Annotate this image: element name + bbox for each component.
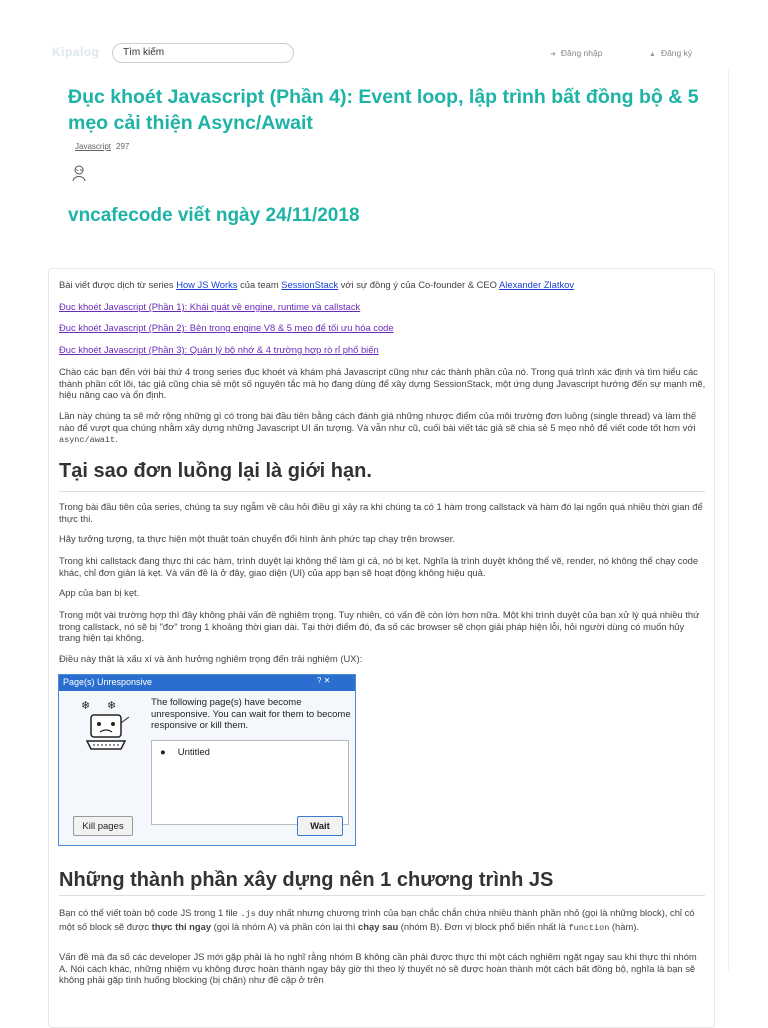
- section-heading-1: Tại sao đơn luồng lại là giới hạn.: [59, 460, 372, 482]
- unresponsive-dialog-image: [58, 674, 356, 846]
- dialog-window-controls: ? ✕: [317, 676, 331, 685]
- paragraph: [59, 907, 707, 934]
- inline-code: .js: [240, 909, 256, 919]
- bold-text: chạy sau: [358, 920, 399, 932]
- article-body: [48, 268, 715, 1028]
- paragraph: Hãy tưởng tượng, ta thực hiện một thuật toán chuyển đổi hình ảnh phức tạp chạy trên browser.: [59, 533, 455, 544]
- post-tag: [75, 142, 129, 151]
- paragraph: Trong bài đầu tiên của series, chúng ta suy ngẫm về câu hỏi điều gì xảy ra khi chúng ta có 1 hàm trong callstack và hàm đó lại ngốn quá nhiều thời gian để thực thi.: [59, 501, 703, 524]
- register-label: Đăng ký: [660, 48, 693, 58]
- tag-count: 297: [116, 142, 130, 151]
- heading-rule: [59, 895, 705, 896]
- user-icon: ▲: [649, 51, 656, 58]
- paragraph-text: (hàm).: [609, 920, 640, 932]
- link-alexander-zlatkov[interactable]: Alexander Zlatkov: [499, 279, 575, 290]
- post-byline: vncafecode viết ngày 24/11/2018: [68, 205, 360, 226]
- wait-button: Wait: [297, 816, 343, 836]
- register-button[interactable]: [649, 48, 692, 58]
- paragraph: [59, 410, 707, 447]
- dialog-title: Page(s) Unresponsive: [63, 677, 153, 687]
- tag-link[interactable]: Javascript: [75, 142, 112, 151]
- svg-text:❄: ❄: [81, 700, 91, 712]
- paragraph: Vấn đề mà đa số các developer JS mới gặp phải là họ nghĩ rằng nhóm B không cần phải được thực thi một cách nghiêm ngặt ngay sau khi thực thi nhóm A. Nói cách khác, những nhiệm vụ không được hoàn thành ngay bây giờ thì theo lý thuyết nó sẽ được hoàn thành một cách bất đồng bộ, nghĩa là bạn sẽ không phải gặp tình huống blocking (bị chặn) như đề cập ở trên: [59, 951, 697, 985]
- login-icon: ➜: [550, 51, 556, 58]
- link-sessionstack[interactable]: SessionStack: [281, 279, 339, 290]
- intro-text-2: của team: [237, 279, 282, 290]
- intro-text: Bài viết được dịch từ series: [59, 279, 177, 290]
- post-title: Đục khoét Javascript (Phần 4): Event loop, lập trình bất đồng bộ & 5 mẹo cải thiện Async/Await: [68, 86, 699, 134]
- search-input[interactable]: Tìm kiếm: [112, 43, 294, 63]
- paragraph-text: duy nhất nhưng chương trình của bạn chắc chắn chứa nhiều thành phần nhỏ (gọi là những block), chỉ có một số block sẽ được: [59, 907, 695, 932]
- inline-code: function: [568, 922, 610, 933]
- series-link-3[interactable]: Đục khoét Javascript (Phần 3): Quản lý bộ nhớ & 4 trường hợp rò rỉ phổ biến: [59, 344, 379, 355]
- paragraph-text: Bạn có thể viết toàn bộ code JS trong 1 file: [59, 907, 241, 918]
- list-item: [160, 747, 210, 758]
- intro-paragraph: [59, 279, 707, 291]
- author-avatar[interactable]: [70, 164, 88, 182]
- kill-pages-button: Kill pages: [73, 816, 133, 836]
- top-bar: [0, 0, 768, 72]
- paragraph: Điều này thật là xấu xí và ảnh hưởng nghiêm trọng đến trải nghiệm (UX):: [59, 653, 363, 664]
- bullet-icon: ●: [160, 747, 166, 758]
- dialog-message: The following page(s) have become unresponsive. You can wait for them to become responsive or kill them.: [151, 697, 351, 731]
- inline-code: async/await: [59, 435, 116, 445]
- login-button[interactable]: [550, 48, 602, 58]
- section-heading-2: Những thành phần xây dựng nên 1 chương trình JS: [59, 869, 554, 891]
- heading-rule: [59, 491, 705, 492]
- frozen-computer-icon: [77, 697, 137, 757]
- page-divider: [728, 70, 729, 970]
- svg-text:❄: ❄: [107, 700, 117, 712]
- dialog-title-bar: [59, 675, 355, 691]
- paragraph: Trong một vài trường hợp thì đây không phải vấn đề nghiêm trọng. Tuy nhiên, có vấn đề còn lớn hơn nữa. Một khi trình duyệt của bạn xử lý quá nhiều thứ trong callstack, nó sẽ bị "đơ" trong 1 khoảng thời gian dài. Tại thời điểm đó, đa số các browser sẽ chọn giải pháp hiện lỗi, hỏi người dùng có muốn hủy trang hiện tại không.: [59, 609, 700, 643]
- paragraph-text: (gọi là nhóm A) và phần còn lại thì: [211, 920, 359, 932]
- paragraph: Chào các bạn đến với bài thứ 4 trong series đục khoét và khám phá Javascript cũng như các thành phần của nó. Trong quá trình xác định và tìm hiểu các thành phần cốt lõi, tác giả cũng chia sẻ một số nguyên tắc mà họ đang dùng để xây dựng SessionStack, một ứng dụng Javascript hướng đến sự mạnh mẽ, hiệu năng cao và ổn định.: [59, 366, 706, 400]
- series-link-2[interactable]: Đục khoét Javascript (Phần 2): Bên trong engine V8 & 5 mẹo để tối ưu hóa code: [59, 322, 394, 333]
- paragraph-text: .: [115, 433, 118, 444]
- link-how-js-works[interactable]: How JS Works: [176, 279, 238, 290]
- list-item-label: Untitled: [177, 747, 210, 758]
- dialog-page-list: [151, 740, 349, 825]
- paragraph-text: Lần này chúng ta sẽ mở rộng những gì có trong bài đầu tiên bằng cách đánh giá những nhược điểm của môi trường đơn luồng (single thread) và làm thế nào để vượt qua chúng nhằm xây dựng những Javascript UI ấn tượng. Và vẫn như cũ, cuối bài viết tác giả sẽ chia sẻ 5 mẹo nhỏ để viết code tốt hơn với: [59, 410, 697, 433]
- login-label: Đăng nhập: [560, 48, 603, 58]
- paragraph: Trong khi callstack đang thực thi các hàm, trình duyệt lại không thể làm gì cả, nó bị kẹt. Nghĩa là trình duyệt không thể vẽ, render, nó không thể chạy code khác, chỉ đơn giản là kẹt. Và vấn đề là ở đây, giao diện (UI) của app bạn sẽ hoạt động không hiệu quả.: [59, 555, 699, 578]
- paragraph-text: (nhóm B). Đơn vị block phổ biến nhất là: [398, 920, 569, 932]
- series-link-1[interactable]: Đục khoét Javascript (Phần 1): Khái quát về engine, runtime và callstack: [59, 301, 361, 312]
- paragraph: App của bạn bị kẹt.: [59, 587, 140, 598]
- bold-text: thực thi ngay: [151, 920, 212, 932]
- site-logo[interactable]: Kipalog: [52, 45, 100, 59]
- intro-text-3: với sự đồng ý của Co-founder & CEO: [338, 279, 500, 290]
